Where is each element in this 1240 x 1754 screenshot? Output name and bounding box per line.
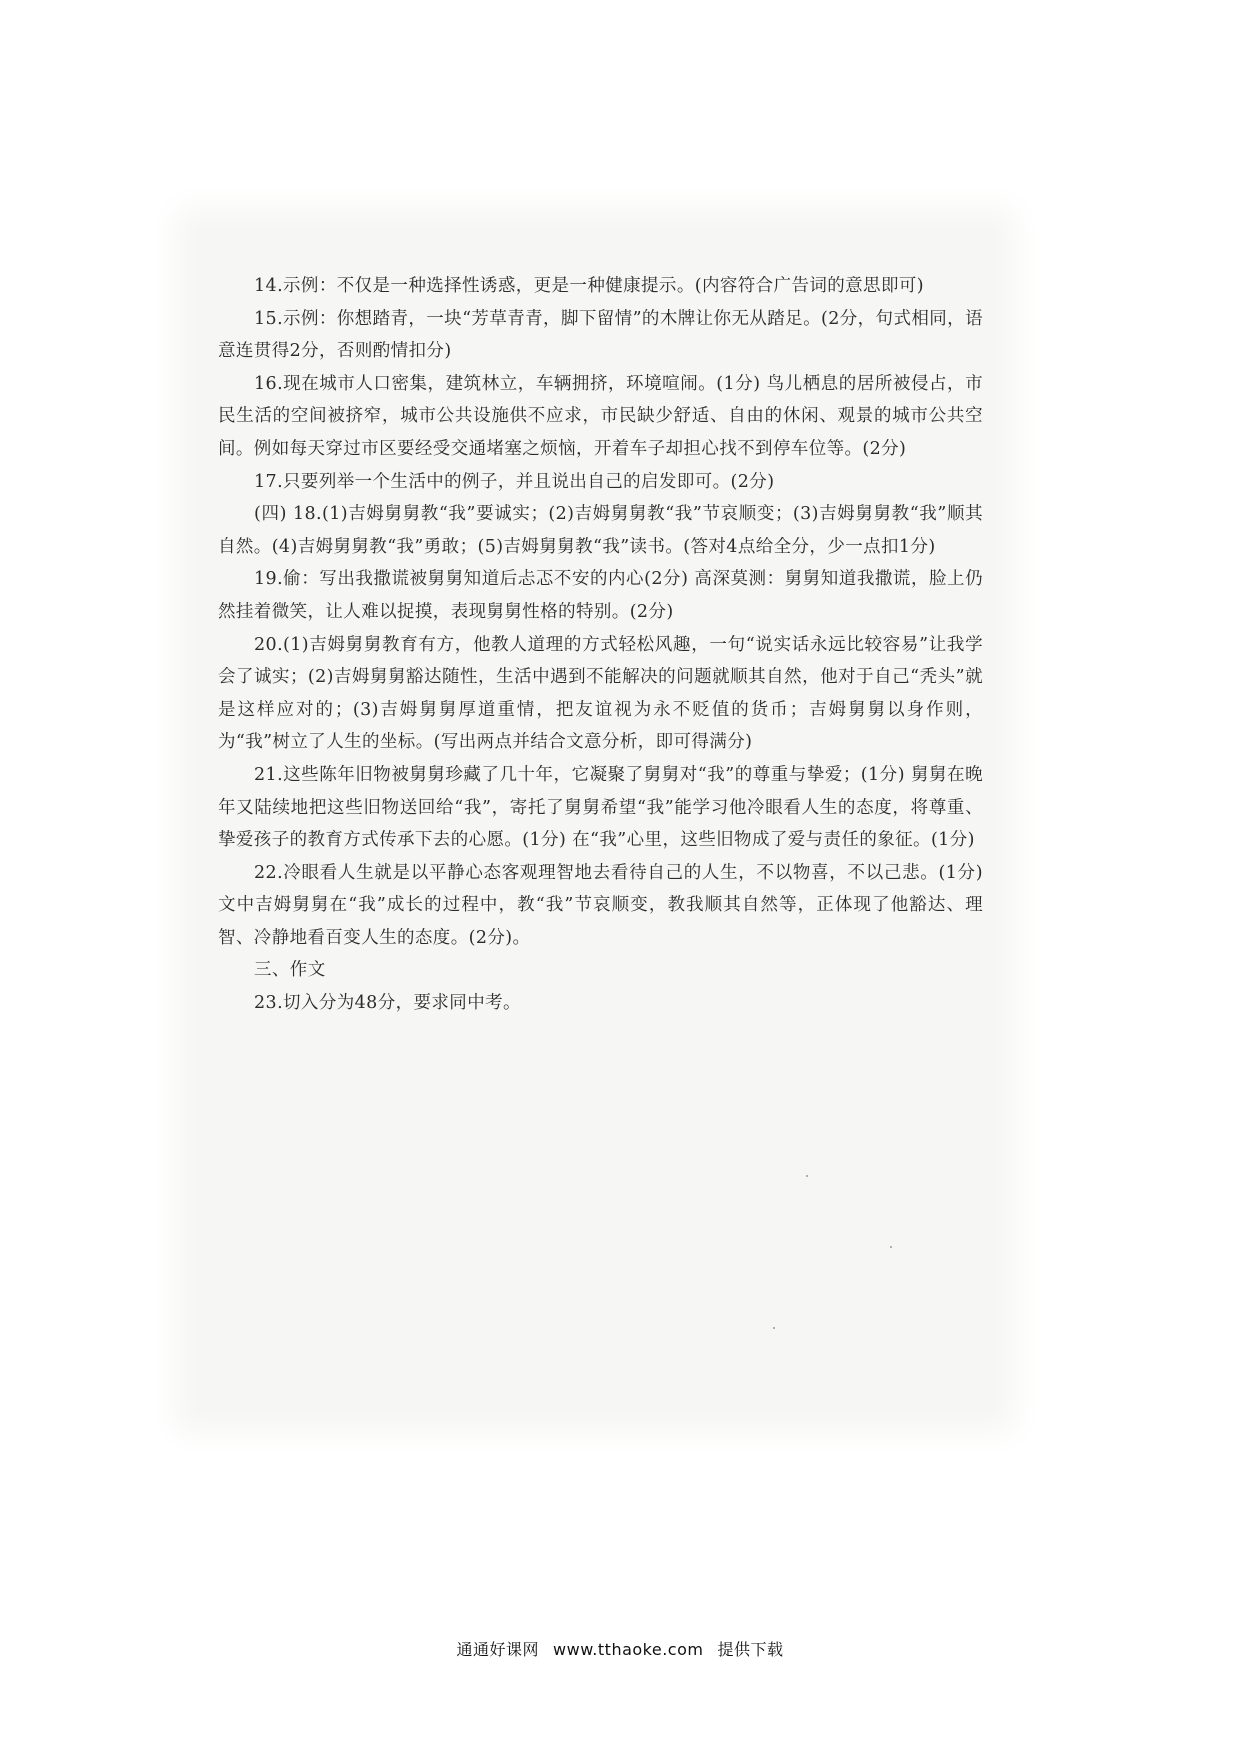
answer-20: 20.(1)吉姆舅舅教育有方，他教人道理的方式轻松风趣，一句“说实话永远比较容易”让我学会了诚实；(2)吉姆舅舅豁达随性，生活中遇到不能解决的问题就顺其自然，他对于自己“秃头”就是这样应对的；(3)吉姆舅舅厚道重情，把友谊视为永不贬值的货币；吉姆舅舅以身作则，为“我”树立了人生的坐标。(写出两点并结合文意分析，即可得满分) [218,634,983,753]
answer-18: (四) 18.(1)吉姆舅舅教“我”要诚实；(2)吉姆舅舅教“我”节哀顺变；(3)吉姆舅舅教“我”顺其自然。(4)吉姆舅舅教“我”勇敢；(5)吉姆舅舅教“我”读书。(答对4点给全分，少一点扣1分) [218,504,983,557]
section-heading-composition: 三、作文 [254,960,326,981]
scan-speck [806,1175,808,1177]
footer-site-name: 通通好课网 [456,1640,540,1659]
scan-speck [773,1327,775,1329]
answer-19: 19.偷：写出我撒谎被舅舅知道后忐忑不安的内心(2分) 高深莫测：舅舅知道我撒谎，脸上仍然挂着微笑，让人难以捉摸，表现舅舅性格的特别。(2分) [218,569,983,622]
scan-speck [890,1246,892,1248]
footer-download-text: 提供下载 [717,1640,784,1659]
answer-17: 17.只要列举一个生活中的例子，并且说出自己的启发即可。(2分) [254,471,775,492]
answer-key-text [218,270,983,1020]
answer-14: 14.示例：不仅是一种选择性诱惑，更是一种健康提示。(内容符合广告词的意思即可) [254,276,924,296]
answer-21: 21.这些陈年旧物被舅舅珍藏了几十年，它凝聚了舅舅对“我”的尊重与挚爱；(1分) 舅舅在晚年又陆续地把这些旧物送回给“我”，寄托了舅舅希望“我”能学习他冷眼看人生的态度，将尊重、挚爱孩子的教育方式传承下去的心愿。(1分) 在“我”心里，这些旧物成了爱与责任的象征。(1分) [218,764,983,851]
footer-url[interactable]: www.tthaoke.com [553,1640,704,1659]
answer-22: 22.冷眼看人生就是以平静心态客观理智地去看待自己的人生，不以物喜，不以己悲。(1分) 文中吉姆舅舅在“我”成长的过程中，教“我”节哀顺变，教我顺其自然等，正体现了他豁达、理智、冷静地看百变人生的态度。(2分)。 [218,862,983,948]
answer-16: 16.现在城市人口密集，建筑林立，车辆拥挤，环境喧闹。(1分) 鸟儿栖息的居所被侵占，市民生活的空间被挤窄，城市公共设施供不应求，市民缺少舒适、自由的休闲、观景的城市公共空间。例如每天穿过市区要经受交通堵塞之烦恼，开着车子却担心找不到停车位等。(2分) [218,373,983,459]
answer-23: 23.切入分为48分，要求同中考。 [254,993,521,1014]
answer-15: 15.示例：你想踏青，一块“芳草青青，脚下留情”的木牌让你无从踏足。(2分，句式相同，语意连贯得2分，否则酌情扣分) [218,308,983,362]
footer-credit [0,1637,1240,1660]
